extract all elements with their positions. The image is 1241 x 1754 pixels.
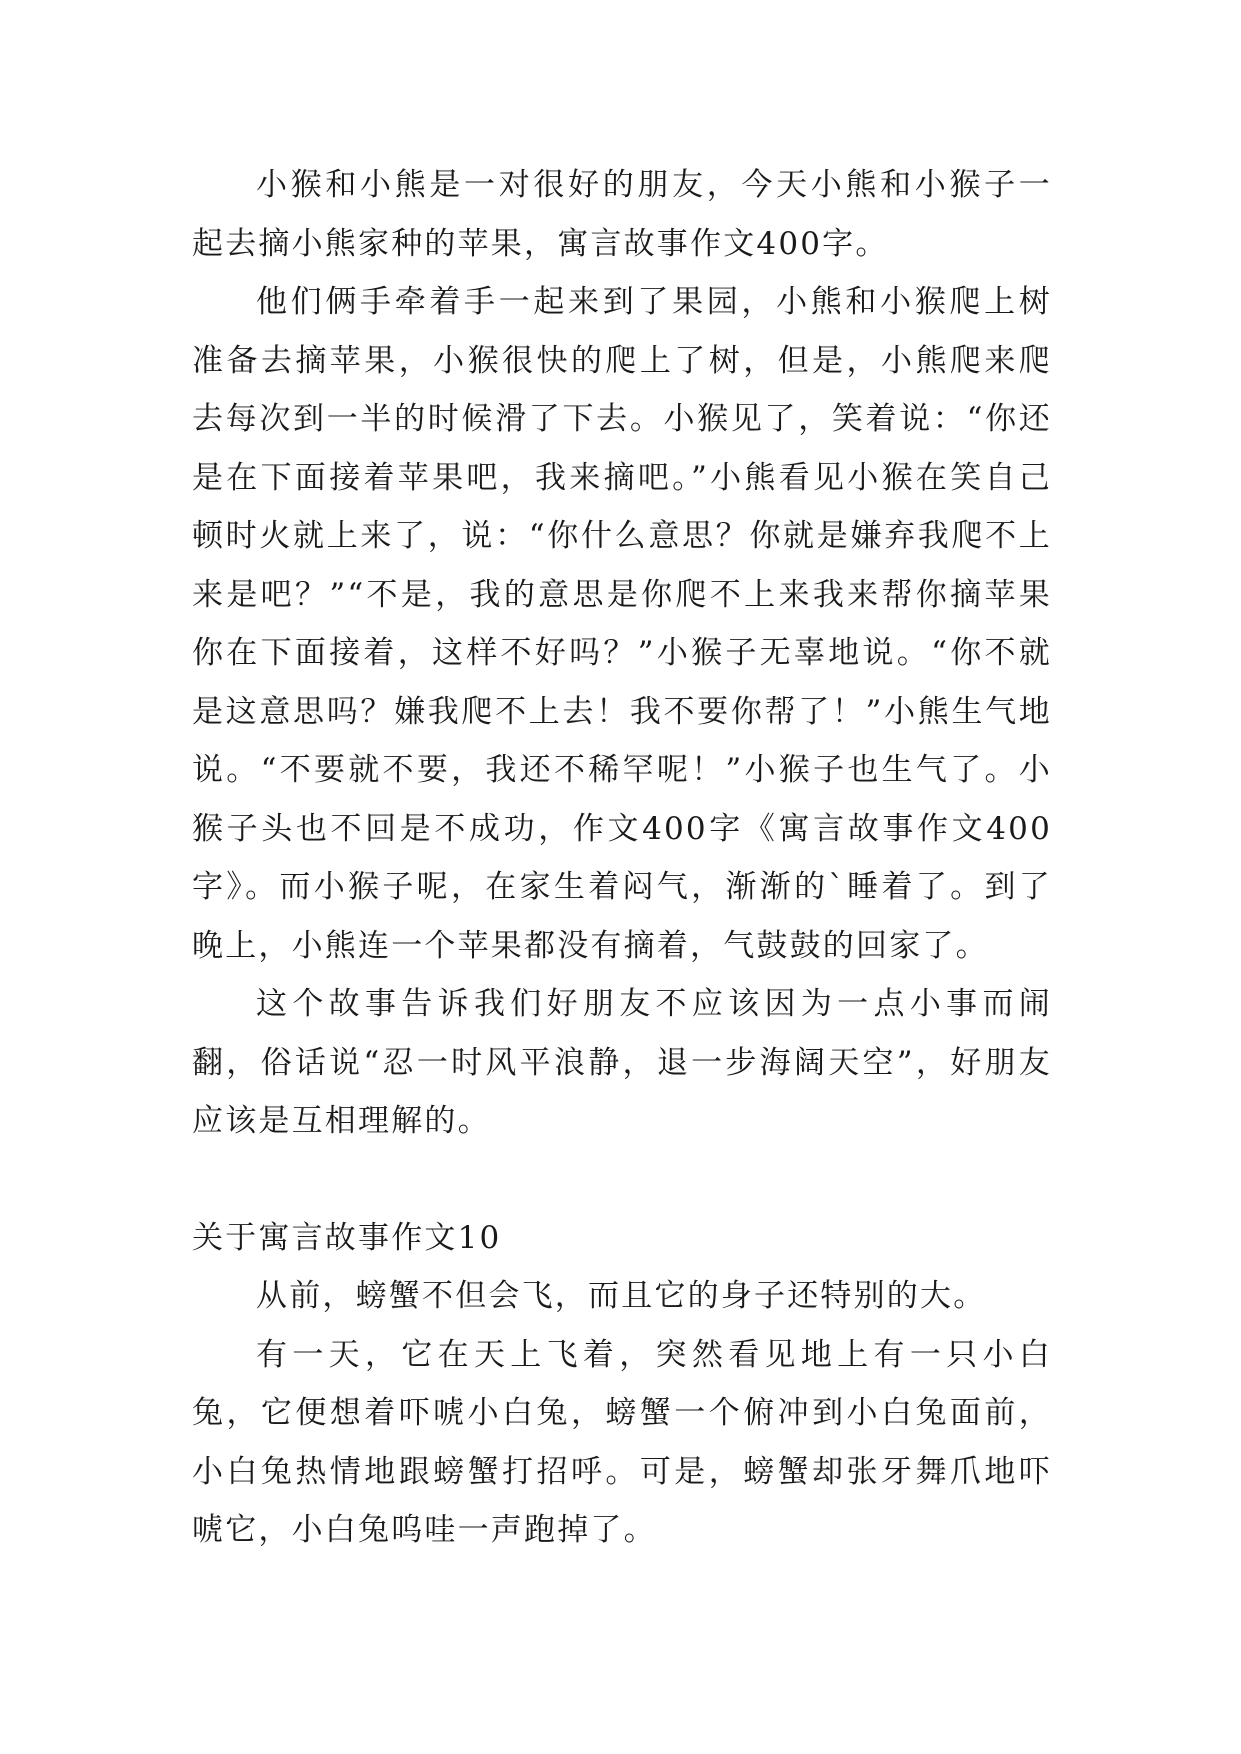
section-heading: 关于寓言故事作文10 [192,1219,502,1256]
document-body [192,156,1052,1560]
paragraph-intro: 小猴和小熊是一对很好的朋友，今天小熊和小猴子一起去摘小熊家种的苹果，寓言故事作文400字。 [192,167,1052,262]
paragraph-crab-intro: 从前，螃蟹不但会飞，而且它的身子还特别的大。 [256,1278,987,1314]
paragraph-story: 他们俩手牵着手一起来到了果园，小熊和小猴爬上树准备去摘苹果，小猴很快的爬上了树，但是，小熊爬来爬去每次到一半的时候滑了下去。小猴见了，笑着说：“你还是在下面接着苹果吧，我来摘吧。”小熊看见小猴在笑自己顿时火就上来了，说：“你什么意思？你就是嫌弃我爬不上来是吧？”“不是，我的意思是你爬不上来我来帮你摘苹果你在下面接着，这样不好吗？”小猴子无辜地说。“你不就是这意思吗？嫌我爬不上去！我不要你帮了！”小熊生气地说。“不要就不要，我还不稀罕呢！”小猴子也生气了。小猴子头也不回是不成功，作文400字《寓言故事作文400字》。而小猴子呢，在家生着闷气，渐渐的`睡着了。到了晚上，小熊连一个苹果都没有摘着，气鼓鼓的回家了。 [192,284,1052,964]
paragraph-moral: 这个故事告诉我们好朋友不应该因为一点小事而闹翻，俗话说“忍一时风平浪静，退一步海阔天空”，好朋友应该是互相理解的。 [192,986,1052,1139]
paragraph-crab-story: 有一天，它在天上飞着，突然看见地上有一只小白兔，它便想着吓唬小白兔，螃蟹一个俯冲到小白兔面前，小白兔热情地跟螃蟹打招呼。可是，螃蟹却张牙舞爪地吓唬它，小白兔呜哇一声跑掉了。 [192,1336,1052,1548]
